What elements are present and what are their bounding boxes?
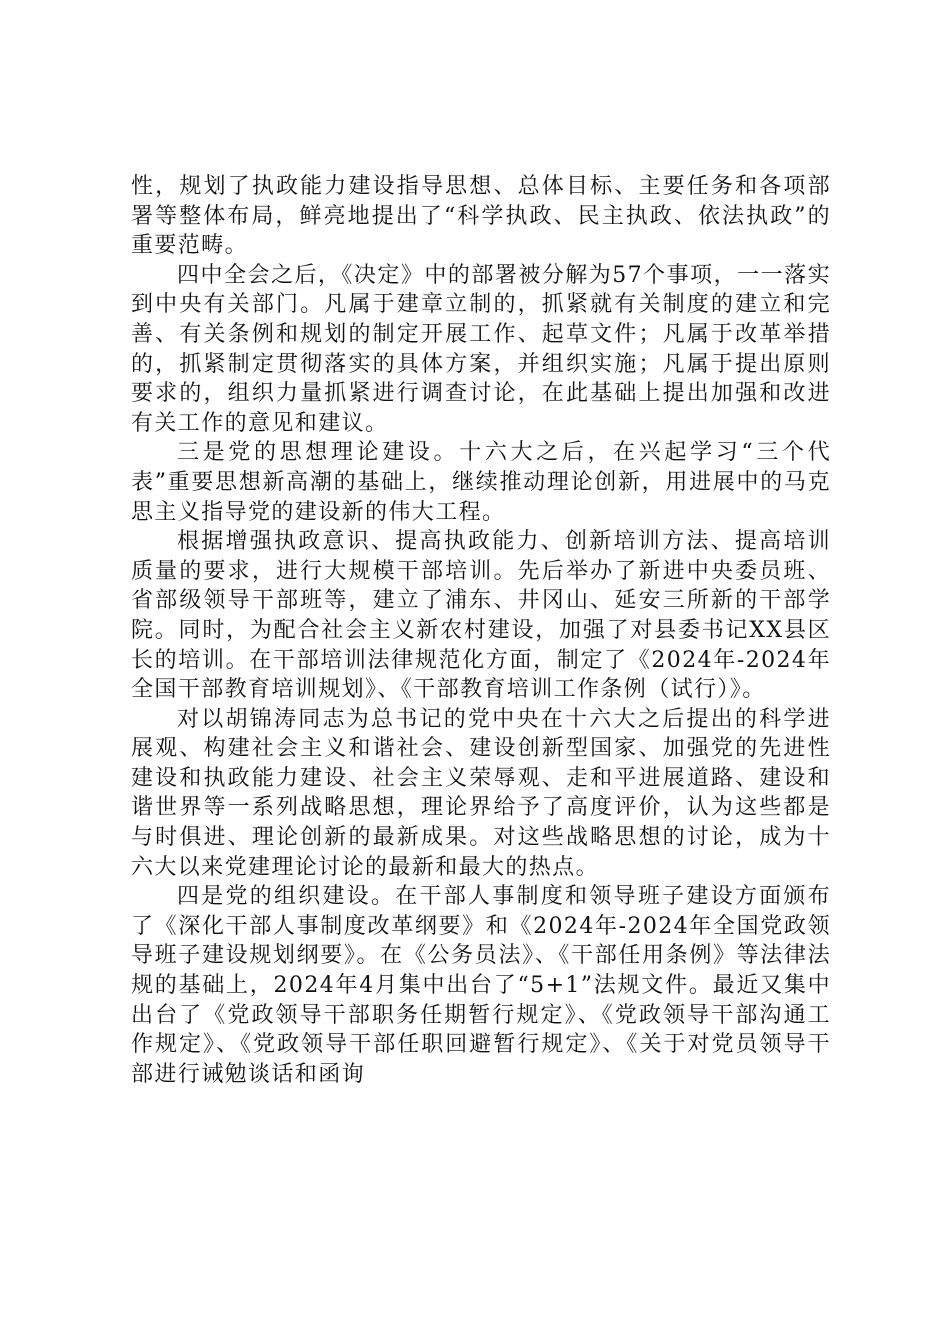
paragraph-1: 性，规划了执政能力建设指导思想、总体目标、主要任务和各项部署等整体布局，鲜亮地提出了“科学执政、民主执政、依法执政”的重要范畴。 [131,174,831,259]
document-page [131,172,831,1089]
paragraph-2: 四中全会之后，《决定》中的部署被分解为57个事项，一一落实到中央有关部门。凡属于建章立制的，抓紧就有关制度的建立和完善、有关条例和规划的制定开展工作、起草文件；凡属于改革举措的，抓紧制定贯彻落实的具体方案，并组织实施；凡属于提出原则要求的，组织力量抓紧进行调查讨论，在此基础上提出加强和改进有关工作的意见和建议。 [131,262,831,436]
paragraph-3: 三是党的思想理论建设。十六大之后，在兴起学习“三个代表”重要思想新高潮的基础上，继续推动理论创新，用进展中的马克思主义指导党的建设新的伟大工程。 [131,440,831,525]
paragraph-4: 根据增强执政意识、提高执政能力、创新培训方法、提高培训质量的要求，进行大规模干部培训。先后举办了新进中央委员班、省部级领导干部班等，建立了浦东、井冈山、延安三所新的干部学院。同时，为配合社会主义新农村建设，加强了对县委书记XX县区长的培训。在干部培训法律规范化方面，制定了《2024年-2024年全国干部教育培训规划》、《干部教育培训工作条例（试行）》。 [131,529,831,703]
paragraph-6: 四是党的组织建设。在干部人事制度和领导班子建设方面颁布了《深化干部人事制度改革纲要》和《2024年-2024年全国党政领导班子建设规划纲要》。在《公务员法》、《干部任用条例》等法律法规的基础上，2024年4月集中出台了“5+1”法规文件。最近又集中出台了《党政领导干部职务任期暂行规定》、《党政领导干部沟通工作规定》、《党政领导干部任职回避暂行规定》、《关于对党员领导干部进行诫勉谈话和函询 [131,884,831,1087]
paragraph-5: 对以胡锦涛同志为总书记的党中央在十六大之后提出的科学进展观、构建社会主义和谐社会、建设创新型国家、加强党的先进性建设和执政能力建设、社会主义荣辱观、走和平进展道路、建设和谐世界等一系列战略思想，理论界给予了高度评价，认为这些都是与时俱进、理论创新的最新成果。对这些战略思想的讨论，成为十六大以来党建理论讨论的最新和最大的热点。 [131,706,831,880]
